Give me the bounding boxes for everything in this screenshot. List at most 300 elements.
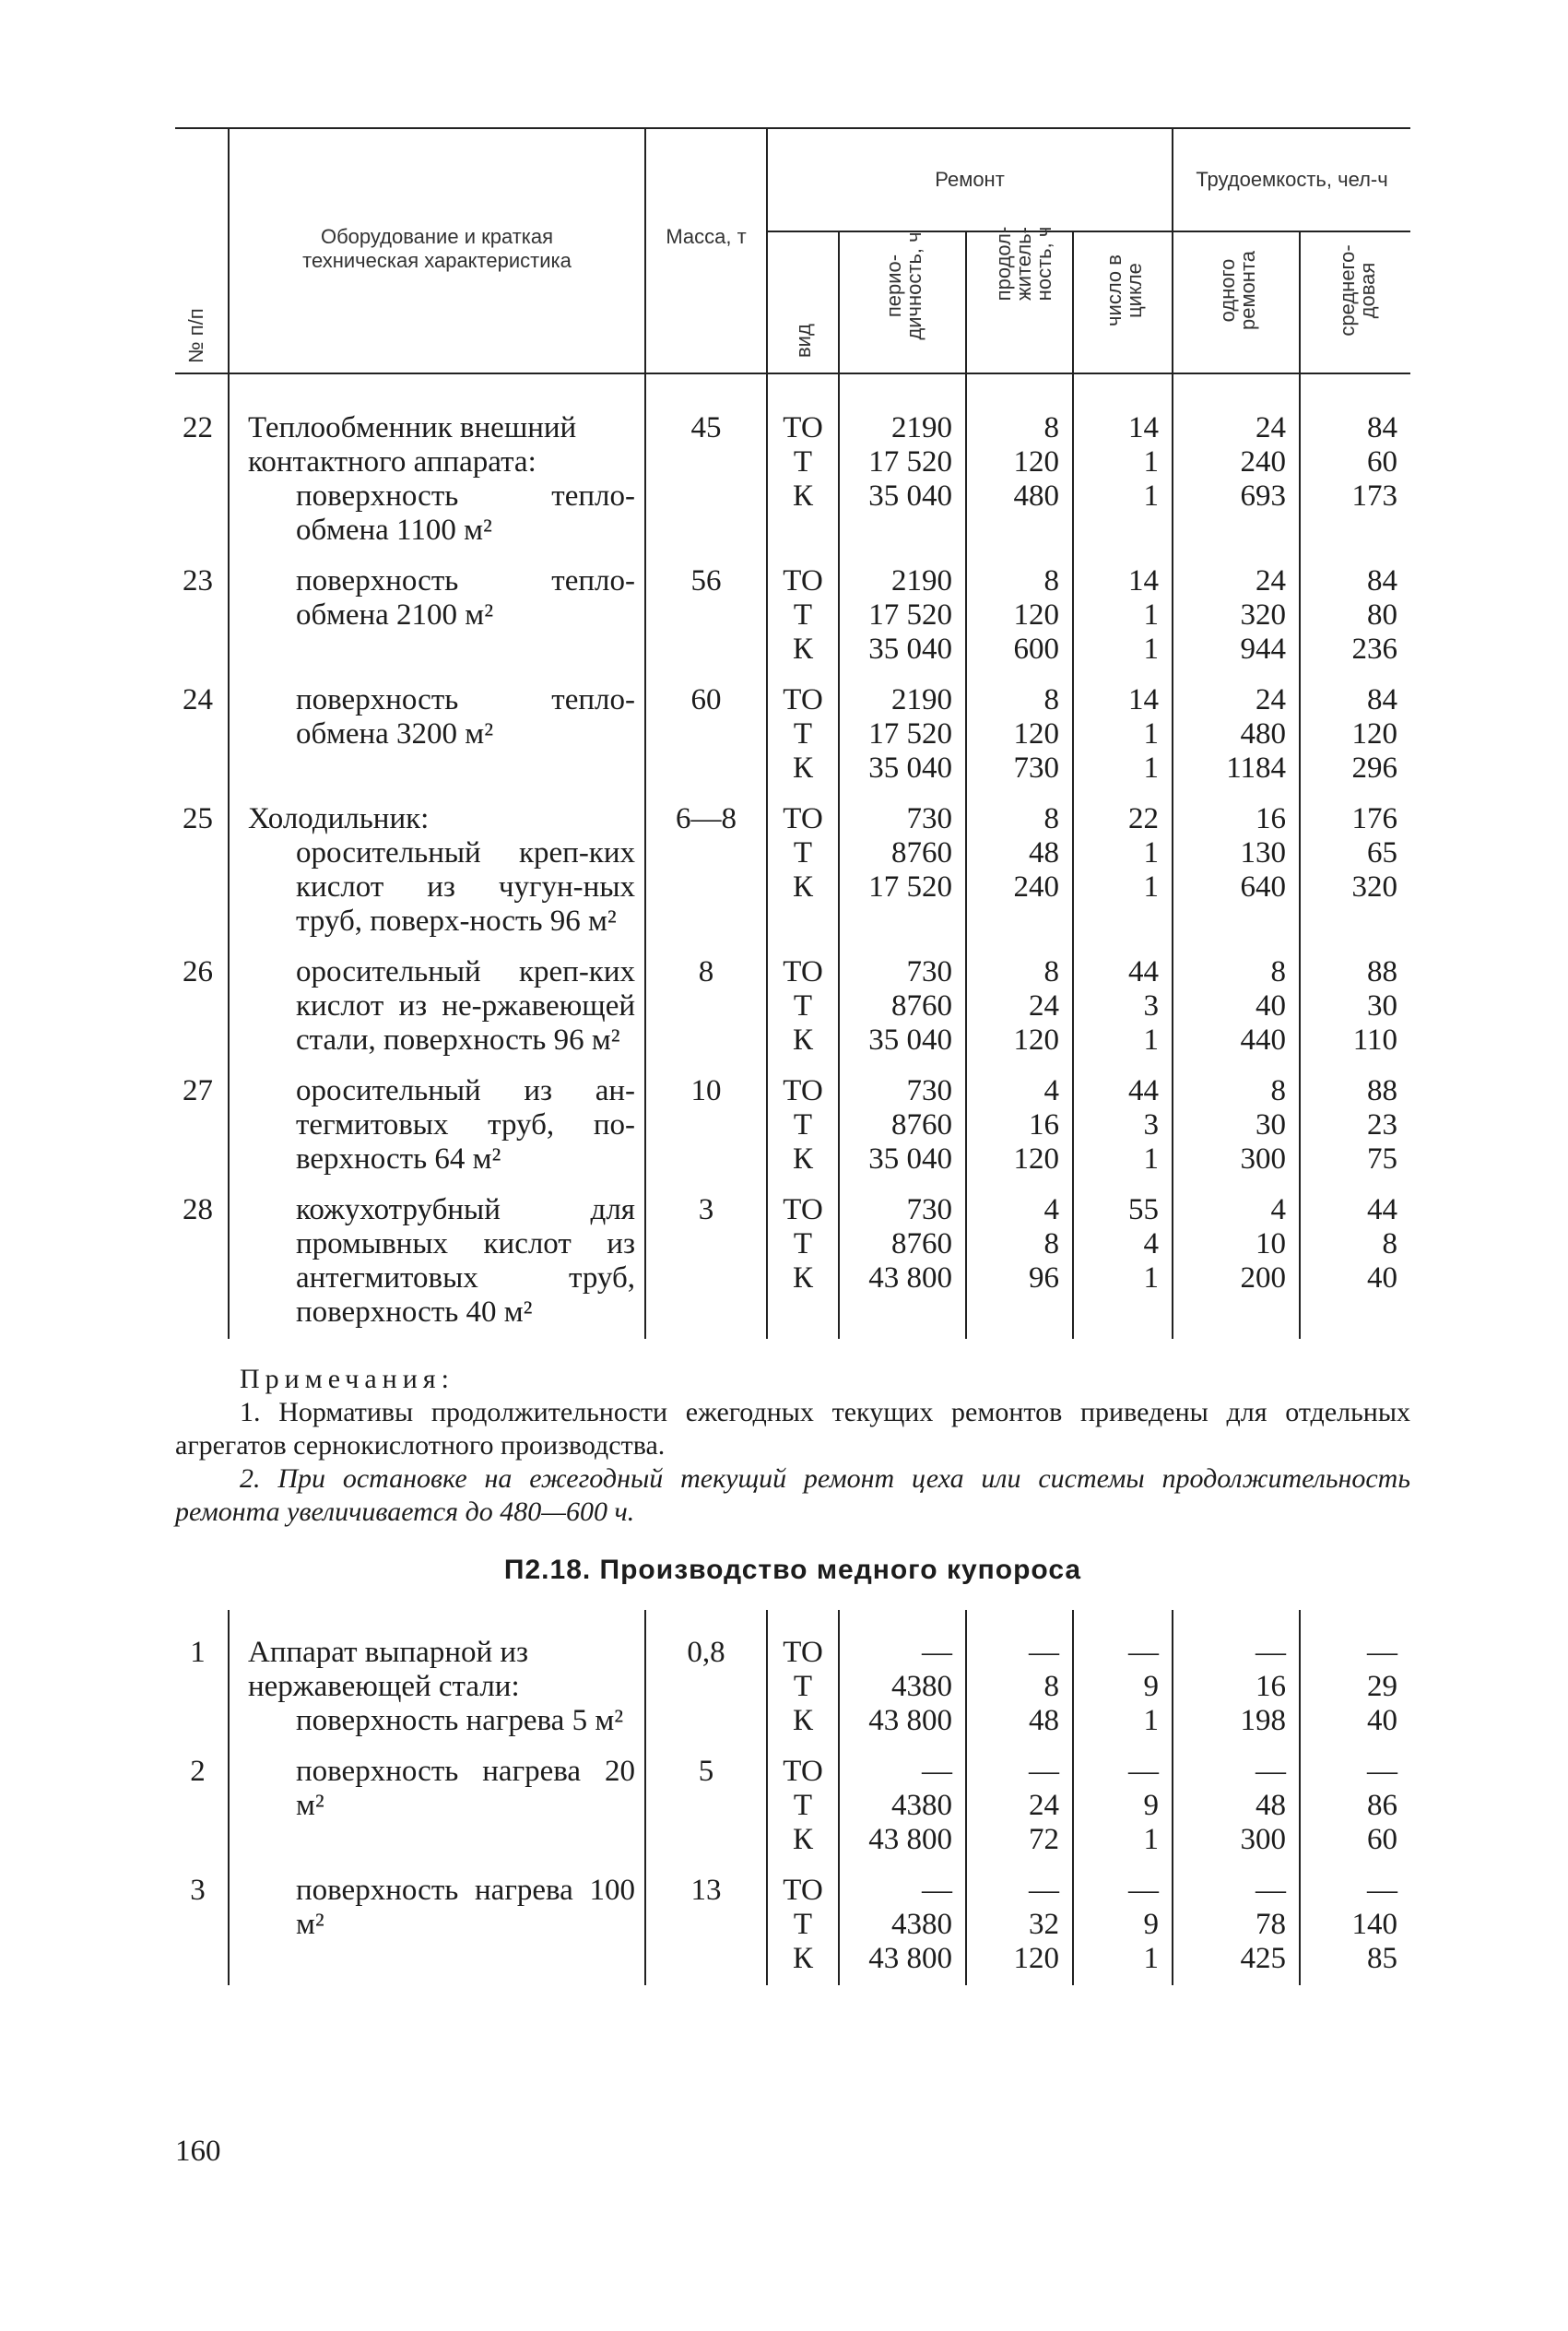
row-count-value: 1 [1143, 1942, 1159, 1975]
row-mass: 8 [645, 948, 767, 1067]
row-duration-value: — [1029, 1755, 1059, 1788]
row-repair-type-value: ТО [783, 411, 823, 444]
row-repair-type-value: К [792, 1823, 813, 1856]
row-labor-one-value: 16 [1256, 802, 1287, 835]
row-description-lead: Аппарат выпарной из нержавеющей стали: [248, 1636, 529, 1703]
row-count-value: 1 [1143, 1823, 1159, 1856]
row-labor-avg [1300, 1610, 1410, 1747]
row-labor-avg-value: 296 [1351, 751, 1398, 785]
header-one-repair: одного ремонта [1173, 231, 1300, 373]
row-repair-type-value: ТО [783, 1874, 823, 1907]
table-row [175, 1866, 1410, 1985]
row-description-text: поверхность тепло-обмена 1100 м² [296, 479, 635, 547]
table-row [175, 373, 1410, 557]
row-labor-avg-value: 88 [1367, 1074, 1398, 1107]
row-duration-value: 120 [1013, 717, 1059, 751]
row-period-value: 17 520 [868, 598, 952, 632]
row-description [229, 795, 645, 948]
row-repair-type-value: ТО [783, 1193, 823, 1226]
row-period [839, 1186, 966, 1339]
row-count-value: 44 [1128, 1074, 1160, 1107]
row-duration-value: 48 [1029, 836, 1059, 870]
row-repair-type [767, 1866, 839, 1985]
row-period-value: 730 [906, 955, 952, 988]
row-period-value: 8760 [891, 1227, 952, 1260]
row-repair-type-value: Т [793, 1670, 813, 1703]
row-labor-avg [1300, 676, 1410, 795]
row-number: 22 [183, 411, 213, 444]
row-number: 25 [183, 802, 213, 835]
row-period-value: 43 800 [868, 1704, 952, 1737]
row-labor-avg-value: 120 [1351, 717, 1398, 751]
header-equipment: Оборудование и краткая техническая характеристика [229, 128, 645, 373]
row-labor-avg [1300, 1067, 1410, 1186]
row-repair-type-value: Т [793, 445, 813, 479]
row-count-value: 1 [1143, 1261, 1160, 1295]
header-repair-group: Ремонт [767, 128, 1173, 231]
row-count-value: 1 [1143, 1024, 1160, 1057]
row-duration-value: 8 [1043, 683, 1059, 716]
row-labor-one-value: — [1256, 1755, 1286, 1788]
row-mass: 6—8 [645, 795, 767, 948]
note-1: 1. Нормативы продолжительности ежегодных текущих ремонтов приведены для отдельных агрегатов сернокислотного производства. [175, 1397, 1410, 1461]
row-repair-type-value: К [792, 870, 813, 904]
row-duration-value: 16 [1029, 1108, 1059, 1142]
row-count-value: 1 [1143, 633, 1160, 666]
row-labor-avg-value: — [1367, 1874, 1397, 1907]
row-repair-type-value: К [792, 1142, 813, 1176]
row-period-value: — [922, 1874, 952, 1907]
row-period-value: 8760 [891, 836, 952, 870]
row-labor-avg-value: 86 [1367, 1789, 1397, 1822]
row-count-value: — [1128, 1755, 1159, 1788]
row-duration-value: 120 [1013, 445, 1059, 479]
table-row [175, 1747, 1410, 1866]
row-description-text: поверхность нагрева 5 м² [296, 1704, 624, 1737]
row-labor-one-value: 693 [1240, 479, 1287, 513]
row-labor-one-value: 944 [1240, 633, 1287, 666]
row-period-value: 2190 [891, 564, 952, 598]
row-description [229, 1866, 645, 1985]
row-duration-value: — [1029, 1874, 1059, 1907]
row-count-value: 14 [1128, 683, 1160, 716]
row-labor-avg-value: 85 [1367, 1942, 1397, 1975]
row-period-value: 35 040 [868, 751, 952, 785]
table-row [175, 1067, 1410, 1186]
row-repair-type-value: ТО [783, 955, 823, 988]
row-repair-type-value: Т [793, 717, 813, 751]
row-number: 3 [190, 1874, 206, 1907]
row-repair-type [767, 1747, 839, 1866]
row-repair-type-value: Т [793, 989, 813, 1023]
row-duration-value: 120 [1013, 598, 1059, 632]
row-number: 23 [183, 564, 213, 598]
row-labor-avg-value: 236 [1351, 633, 1398, 666]
row-mass: 5 [645, 1747, 767, 1866]
row-period-value: 4380 [891, 1670, 952, 1703]
row-repair-type-value: К [792, 1024, 813, 1057]
row-period [839, 557, 966, 676]
row-number: 27 [183, 1074, 213, 1107]
row-duration-value: 730 [1013, 751, 1059, 785]
row-repair-type [767, 676, 839, 795]
row-labor-one-value: 425 [1240, 1942, 1286, 1975]
row-period-value: 35 040 [868, 1024, 952, 1057]
row-period-value: 730 [906, 1193, 952, 1226]
row-labor-avg-value: 65 [1367, 836, 1398, 870]
row-repair-type-value: К [792, 1261, 813, 1295]
row-duration-value: 72 [1029, 1823, 1059, 1856]
page-number: 160 [175, 2135, 221, 2168]
row-labor-one-value: 480 [1240, 717, 1287, 751]
row-count [1073, 948, 1173, 1067]
row-labor-avg-value: 84 [1367, 564, 1398, 598]
row-mass: 10 [645, 1067, 767, 1186]
row-count-value: 1 [1143, 479, 1160, 513]
row-period [839, 373, 966, 557]
row-period-value: 35 040 [868, 633, 952, 666]
row-count-value: 14 [1128, 411, 1160, 444]
table-row [175, 1186, 1410, 1339]
row-count-value: 55 [1128, 1193, 1160, 1226]
row-period-value: 4380 [891, 1908, 952, 1941]
row-duration [966, 1866, 1073, 1985]
row-repair-type [767, 1186, 839, 1339]
header-period: перио-дичность, ч [839, 231, 966, 373]
row-description-text: поверхность тепло-обмена 2100 м² [296, 564, 635, 632]
row-labor-avg-value: 88 [1367, 955, 1398, 988]
row-number: 2 [190, 1755, 206, 1788]
row-labor-avg-value: 320 [1351, 870, 1398, 904]
row-count-value: 1 [1143, 445, 1160, 479]
row-labor-avg-value: — [1367, 1755, 1397, 1788]
row-repair-type-value: К [792, 1704, 813, 1737]
header-no [175, 128, 229, 373]
row-description-text: кожухотрубный для промывных кислот из антегмитовых труб, поверхность 40 м² [296, 1193, 635, 1329]
row-duration-value: — [1029, 1636, 1059, 1669]
row-period-value: 43 800 [868, 1261, 952, 1295]
row-description-lead: Теплообменник внешний контактного аппарата: [248, 411, 577, 479]
row-count [1073, 795, 1173, 948]
header-type: вид [767, 231, 839, 373]
row-description [229, 1747, 645, 1866]
row-duration-value: 240 [1013, 870, 1059, 904]
header-count: число в цикле [1073, 231, 1173, 373]
row-description-text: поверхность нагрева 100 м² [296, 1874, 635, 1941]
row-duration [966, 1747, 1073, 1866]
row-description [229, 373, 645, 557]
row-labor-one-value: 24 [1256, 683, 1287, 716]
row-count [1073, 1067, 1173, 1186]
row-count [1073, 373, 1173, 557]
row-count-value: 3 [1143, 1108, 1160, 1142]
row-period-value: 730 [906, 1074, 952, 1107]
row-duration-value: 8 [1043, 564, 1059, 598]
row-count-value: 9 [1143, 1908, 1159, 1941]
row-labor-avg [1300, 557, 1410, 676]
page-content [175, 127, 1410, 1985]
row-count-value: 22 [1128, 802, 1160, 835]
header-no-label: № п/п [184, 308, 207, 363]
row-period [839, 676, 966, 795]
row-labor-one-value: 8 [1270, 1074, 1287, 1107]
row-period-value: 4380 [891, 1789, 952, 1822]
table-row [175, 795, 1410, 948]
row-mass: 60 [645, 676, 767, 795]
row-mass: 3 [645, 1186, 767, 1339]
row-repair-type-value: Т [793, 1789, 813, 1822]
repair-table-1 [175, 127, 1410, 1339]
row-labor-one-value: 240 [1240, 445, 1287, 479]
row-labor-one [1173, 373, 1300, 557]
row-duration-value: 8 [1043, 955, 1059, 988]
row-mass: 0,8 [645, 1610, 767, 1747]
row-labor-avg-value: 8 [1382, 1227, 1398, 1260]
row-labor-one-value: 40 [1256, 989, 1287, 1023]
row-repair-type-value: ТО [783, 683, 823, 716]
row-description-text: оросительный креп-ких кислот из не-ржавеющей стали, поверхность 96 м² [296, 955, 635, 1057]
row-number: 1 [190, 1636, 206, 1669]
row-labor-one-value: — [1256, 1636, 1286, 1669]
row-count-value: 1 [1143, 598, 1160, 632]
row-count-value: 1 [1143, 836, 1160, 870]
row-duration [966, 1610, 1073, 1747]
row-labor-avg-value: 30 [1367, 989, 1398, 1023]
row-labor-avg-value: 84 [1367, 683, 1398, 716]
row-labor-one-value: 300 [1240, 1142, 1287, 1176]
row-duration-value: 48 [1029, 1704, 1059, 1737]
row-description [229, 1067, 645, 1186]
row-labor-one [1173, 1186, 1300, 1339]
row-labor-avg-value: 84 [1367, 411, 1398, 444]
row-labor-one-value: 130 [1240, 836, 1287, 870]
row-repair-type-value: К [792, 633, 813, 666]
row-description-text: оросительный креп-ких кислот из чугун-ных труб, поверх-ность 96 м² [296, 836, 635, 938]
row-description [229, 1186, 645, 1339]
row-labor-one-value: 8 [1270, 955, 1287, 988]
header-mass: Масса, т [645, 128, 767, 373]
row-labor-avg-value: 44 [1367, 1193, 1398, 1226]
header-labor-group: Трудоемкость, чел-ч [1173, 128, 1410, 231]
row-labor-one [1173, 676, 1300, 795]
row-description [229, 557, 645, 676]
row-count-value: — [1128, 1874, 1159, 1907]
row-period-value: — [922, 1636, 952, 1669]
row-repair-type-value: К [792, 751, 813, 785]
row-labor-one-value: 48 [1256, 1789, 1286, 1822]
row-labor-one [1173, 557, 1300, 676]
row-duration-value: 8 [1043, 802, 1059, 835]
row-repair-type-value: Т [793, 1227, 813, 1260]
row-labor-avg [1300, 1866, 1410, 1985]
row-labor-avg-value: 110 [1352, 1024, 1398, 1057]
row-labor-one-value: 300 [1240, 1823, 1286, 1856]
row-repair-type [767, 795, 839, 948]
row-labor-one-value: 16 [1256, 1670, 1286, 1703]
header-avg-year: среднего-довая [1300, 231, 1410, 373]
row-labor-one [1173, 948, 1300, 1067]
row-period-value: 35 040 [868, 479, 952, 513]
row-duration-value: 480 [1013, 479, 1059, 513]
row-count-value: 9 [1143, 1789, 1159, 1822]
row-period-value: 35 040 [868, 1142, 952, 1176]
row-period-value: 43 800 [868, 1942, 952, 1975]
row-repair-type [767, 373, 839, 557]
row-count [1073, 1610, 1173, 1747]
row-count-value: 4 [1143, 1227, 1160, 1260]
row-period [839, 1747, 966, 1866]
row-mass: 56 [645, 557, 767, 676]
row-labor-avg-value: 23 [1367, 1108, 1398, 1142]
row-labor-avg-value: 60 [1367, 445, 1398, 479]
row-period-value: 8760 [891, 1108, 952, 1142]
row-mass: 45 [645, 373, 767, 557]
table-row [175, 948, 1410, 1067]
row-duration [966, 948, 1073, 1067]
row-labor-one-value: 320 [1240, 598, 1287, 632]
row-count-value: 9 [1143, 1670, 1159, 1703]
table-row [175, 676, 1410, 795]
row-labor-one-value: 640 [1240, 870, 1287, 904]
row-number: 26 [183, 955, 213, 988]
row-description-text: поверхность нагрева 20 м² [296, 1755, 635, 1822]
row-duration-value: 32 [1029, 1908, 1059, 1941]
row-duration-value: 8 [1043, 411, 1059, 444]
row-period [839, 1866, 966, 1985]
row-labor-avg-value: — [1367, 1636, 1397, 1669]
row-count-value: 1 [1143, 717, 1160, 751]
row-repair-type-value: Т [793, 836, 813, 870]
row-period-value: 2190 [891, 683, 952, 716]
row-repair-type [767, 1610, 839, 1747]
row-repair-type-value: ТО [783, 564, 823, 598]
row-labor-avg [1300, 795, 1410, 948]
row-labor-one-value: 4 [1270, 1193, 1287, 1226]
row-labor-avg-value: 80 [1367, 598, 1398, 632]
row-period-value: 17 520 [868, 717, 952, 751]
row-count-value: 44 [1128, 955, 1160, 988]
row-labor-one [1173, 1067, 1300, 1186]
row-number: 24 [183, 683, 213, 716]
row-repair-type-value: Т [793, 598, 813, 632]
row-count-value: 1 [1143, 1704, 1159, 1737]
notes [175, 1363, 1410, 1529]
row-description-lead: Холодильник: [248, 802, 430, 835]
row-duration-value: 120 [1013, 1024, 1059, 1057]
row-duration [966, 1067, 1073, 1186]
row-labor-avg [1300, 948, 1410, 1067]
row-labor-one-value: 198 [1240, 1704, 1286, 1737]
row-period [839, 795, 966, 948]
row-labor-avg-value: 176 [1351, 802, 1398, 835]
row-description [229, 676, 645, 795]
row-duration-value: 8 [1043, 1227, 1059, 1260]
row-labor-one-value: 10 [1256, 1227, 1287, 1260]
row-description-text: оросительный из ан-тегмитовых труб, по-верхность 64 м² [296, 1074, 635, 1176]
row-count-value: 1 [1143, 870, 1160, 904]
row-repair-type-value: Т [793, 1108, 813, 1142]
row-repair-type-value: К [792, 479, 813, 513]
row-count [1073, 1186, 1173, 1339]
row-repair-type [767, 557, 839, 676]
row-count-value: 3 [1143, 989, 1160, 1023]
notes-title: Примечания: [240, 1364, 454, 1394]
row-labor-one-value: 24 [1256, 564, 1287, 598]
row-labor-one [1173, 1866, 1300, 1985]
row-description-text: поверхность тепло-обмена 3200 м² [296, 683, 635, 751]
row-labor-avg-value: 75 [1367, 1142, 1398, 1176]
row-repair-type-value: ТО [783, 1636, 823, 1669]
row-number: 28 [183, 1193, 213, 1226]
note-2: 2. При остановке на ежегодный текущий ремонт цеха или системы продолжительность ремонта увеличивается до 480—600 ч. [175, 1463, 1410, 1527]
row-duration-value: 4 [1043, 1074, 1059, 1107]
row-duration [966, 557, 1073, 676]
row-duration [966, 1186, 1073, 1339]
row-duration-value: 120 [1013, 1942, 1059, 1975]
row-repair-type [767, 1067, 839, 1186]
row-period [839, 1067, 966, 1186]
table-row [175, 1610, 1410, 1747]
row-labor-one-value: 200 [1240, 1261, 1287, 1295]
row-labor-one-value: 440 [1240, 1024, 1287, 1057]
row-period [839, 1610, 966, 1747]
row-labor-avg-value: 40 [1367, 1261, 1398, 1295]
row-period-value: 8760 [891, 989, 952, 1023]
row-count-value: 14 [1128, 564, 1160, 598]
row-period-value: — [922, 1755, 952, 1788]
row-duration-value: 24 [1029, 1789, 1059, 1822]
section-title: П2.18. Производство медного купороса [503, 1555, 1082, 1585]
row-period-value: 730 [906, 802, 952, 835]
row-labor-avg [1300, 373, 1410, 557]
row-duration-value: 24 [1029, 989, 1059, 1023]
row-period [839, 948, 966, 1067]
row-count [1073, 557, 1173, 676]
table-row [175, 557, 1410, 676]
row-repair-type [767, 948, 839, 1067]
row-labor-one-value: 1184 [1226, 751, 1287, 785]
row-labor-avg [1300, 1747, 1410, 1866]
row-mass: 13 [645, 1866, 767, 1985]
row-labor-one-value: — [1256, 1874, 1286, 1907]
row-labor-avg-value: 60 [1367, 1823, 1397, 1856]
row-count-value: 1 [1143, 1142, 1160, 1176]
row-description [229, 1610, 645, 1747]
row-count [1073, 1747, 1173, 1866]
row-duration [966, 373, 1073, 557]
row-labor-avg-value: 140 [1351, 1908, 1397, 1941]
row-duration-value: 96 [1029, 1261, 1059, 1295]
row-repair-type-value: ТО [783, 1755, 823, 1788]
row-labor-one-value: 24 [1256, 411, 1287, 444]
repair-table-2 [175, 1610, 1410, 1985]
row-count-value: — [1128, 1636, 1159, 1669]
row-duration-value: 120 [1013, 1142, 1059, 1176]
row-repair-type-value: ТО [783, 802, 823, 835]
row-labor-avg-value: 40 [1367, 1704, 1397, 1737]
row-labor-avg [1300, 1186, 1410, 1339]
row-labor-avg-value: 29 [1367, 1670, 1397, 1703]
row-labor-one [1173, 795, 1300, 948]
row-repair-type-value: ТО [783, 1074, 823, 1107]
row-count [1073, 1866, 1173, 1985]
row-period-value: 17 520 [868, 870, 952, 904]
row-duration-value: 8 [1043, 1670, 1059, 1703]
row-duration [966, 795, 1073, 948]
row-labor-one-value: 30 [1256, 1108, 1287, 1142]
row-labor-one [1173, 1747, 1300, 1866]
row-period-value: 43 800 [868, 1823, 952, 1856]
